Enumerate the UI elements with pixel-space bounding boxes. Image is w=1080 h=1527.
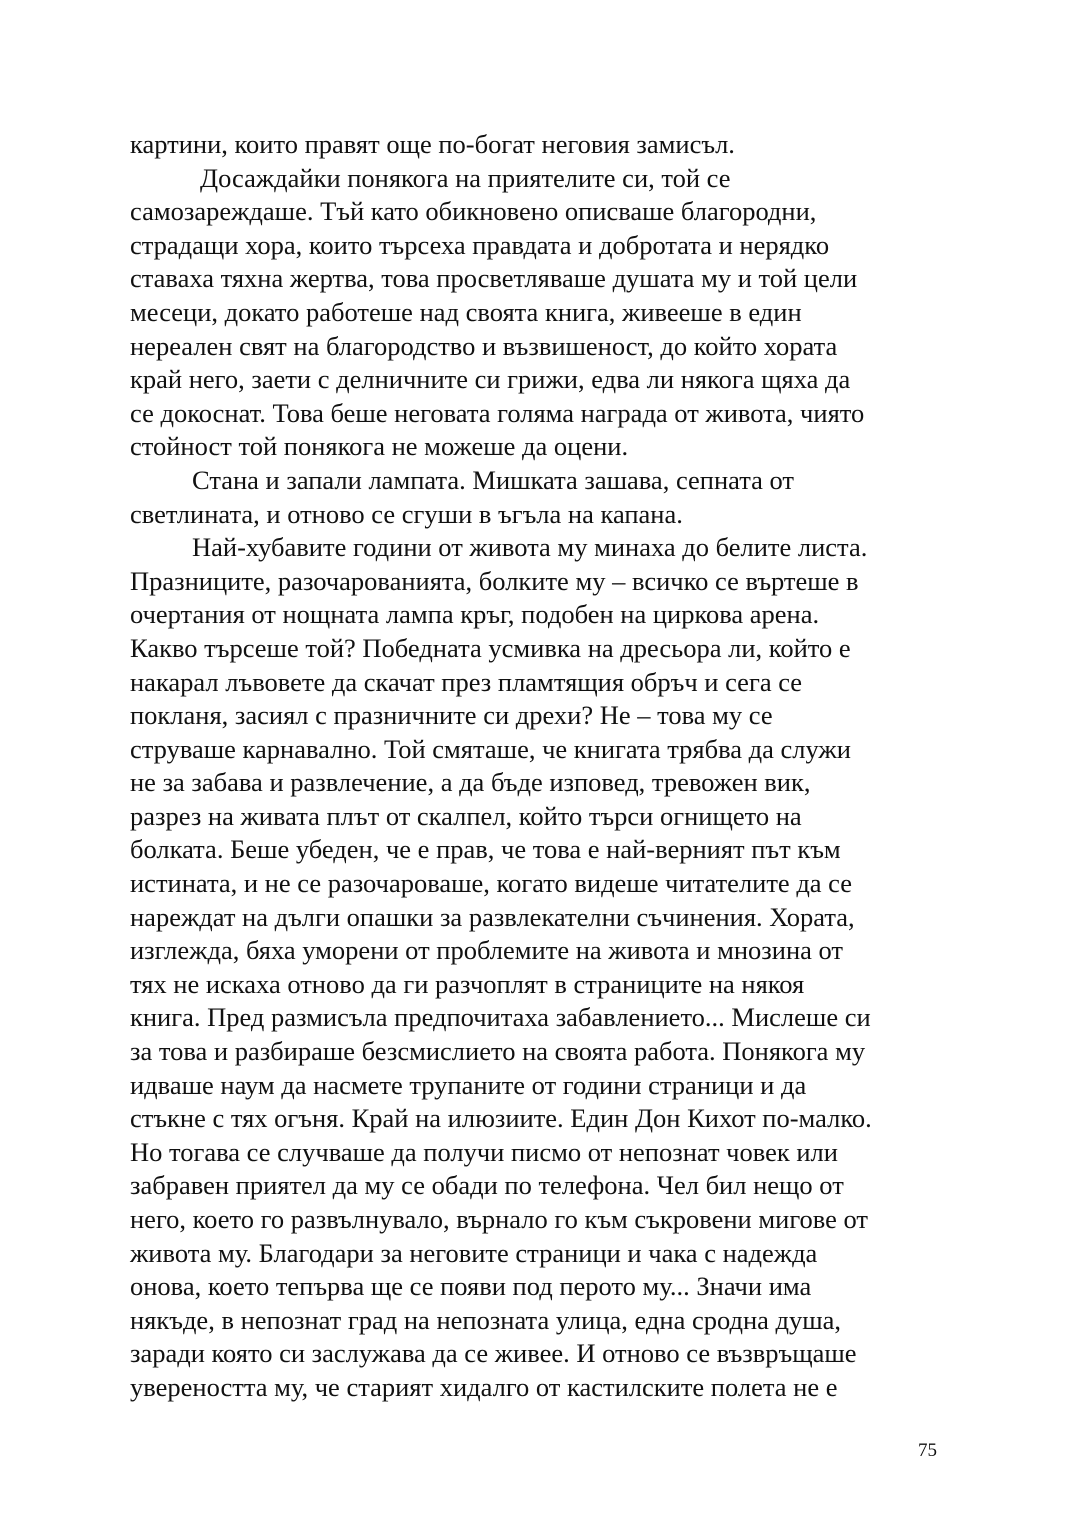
text-line: забравен приятел да му се обади по телефона. Чел бил нещо от <box>130 1170 844 1201</box>
text-line: за това и разбираше безсмислието на своята работа. Понякога му <box>130 1036 866 1067</box>
text-line: Какво търсеше той? Победната усмивка на дресьора ли, който е <box>130 632 851 663</box>
text-line: не за забава и развлечение, а да бъде изповед, тревожен вик, <box>130 767 811 798</box>
text-line: край него, заети с делничните си грижи, едва ли някога щяха да <box>130 364 851 395</box>
text-line: страдащи хора, които търсеха правдата и добротата и нерядко <box>130 229 830 260</box>
text-line: тях не искаха отново да ги разчоплят в страниците на някоя <box>130 968 805 999</box>
text-line: Но тогава се случваше да получи писмо от непознат човек или <box>130 1136 838 1167</box>
text-line: картини, които правят още по-богат неговия замисъл. <box>130 129 735 159</box>
text-line: болката. Беше убеден, че е прав, че това е най-верният път към <box>130 834 841 865</box>
text-line: самозареждаше. Тъй като обикновено описваше благородни, <box>130 196 817 227</box>
text-line: идваше наум да насмете трупаните от години страници и да <box>130 1069 807 1100</box>
paragraph-start-line: Най-хубавите години от живота му минаха до белите листа. <box>192 532 868 563</box>
paragraph-start-line: Стана и запали лампата. Мишката зашава, сепната от <box>192 464 795 495</box>
text-line: очертания от нощната лампа кръг, подобен на циркова арена. <box>130 599 820 630</box>
text-line: струваше карнавално. Той смяташе, че книгата трябва да служи <box>130 733 851 764</box>
text-line: него, което го развълнувало, върнало го към съкровени мигове от <box>130 1204 869 1234</box>
text-line: стойност той понякога не можеше да оцени. <box>130 431 629 462</box>
text-line: живота му. Благодари за неговите страници и чака с надежда <box>130 1237 818 1268</box>
text-line: месеци, докато работеше над своята книга, живееше в един <box>130 296 802 327</box>
text-line: разрез на живата плът от скалпел, който търси огнището на <box>130 800 802 831</box>
text-line: онова, което тепърва ще се появи под перото му... Значи има <box>130 1271 812 1302</box>
paragraph-start-line: Досаждайки понякога на приятелите си, той се <box>200 162 731 193</box>
text-line: нареждат на дълги опашки за развлекателни съчинения. Хората, <box>130 901 855 932</box>
text-line: нереален свят на благородство и възвишеност, до който хората <box>130 330 838 361</box>
text-line: покланя, засиял с празничните си дрехи? Не – това му се <box>130 700 773 731</box>
body-text <box>130 128 955 1405</box>
text-line: книга. Пред размисъла предпочитаха забавлението... Мислеше си <box>130 1002 871 1033</box>
text-line: светлината, и отново се сгуши в ъгъла на капана. <box>130 498 683 529</box>
text-line: накарал лъвовете да скачат през пламтящия обръч и сега се <box>130 666 803 697</box>
text-line: се докоснат. Това беше неговата голяма награда от живота, чиято <box>130 397 865 428</box>
text-line: увереността му, че старият хидалго от кастилските полета не е <box>130 1371 838 1402</box>
text-line: изглежда, бяха уморени от проблемите на живота и мнозина от <box>130 935 843 966</box>
text-line: някъде, в непознат град на непозната улица, една сродна душа, <box>130 1304 842 1335</box>
text-line: Празниците, разочарованията, болките му – всичко се въртеше в <box>130 565 859 596</box>
page-number: 75 <box>918 1440 937 1461</box>
text-line: стъкне с тях огъня. Край на илюзиите. Един Дон Кихот по-малко. <box>130 1103 872 1134</box>
text-line: ставаха тяхна жертва, това просветляваше душата му и той цели <box>130 263 858 294</box>
text-line: истината, и не се разочароваше, когато видеше читателите да се <box>130 868 853 899</box>
text-line: заради която си заслужава да се живее. И отново се възвръщаше <box>130 1338 857 1369</box>
